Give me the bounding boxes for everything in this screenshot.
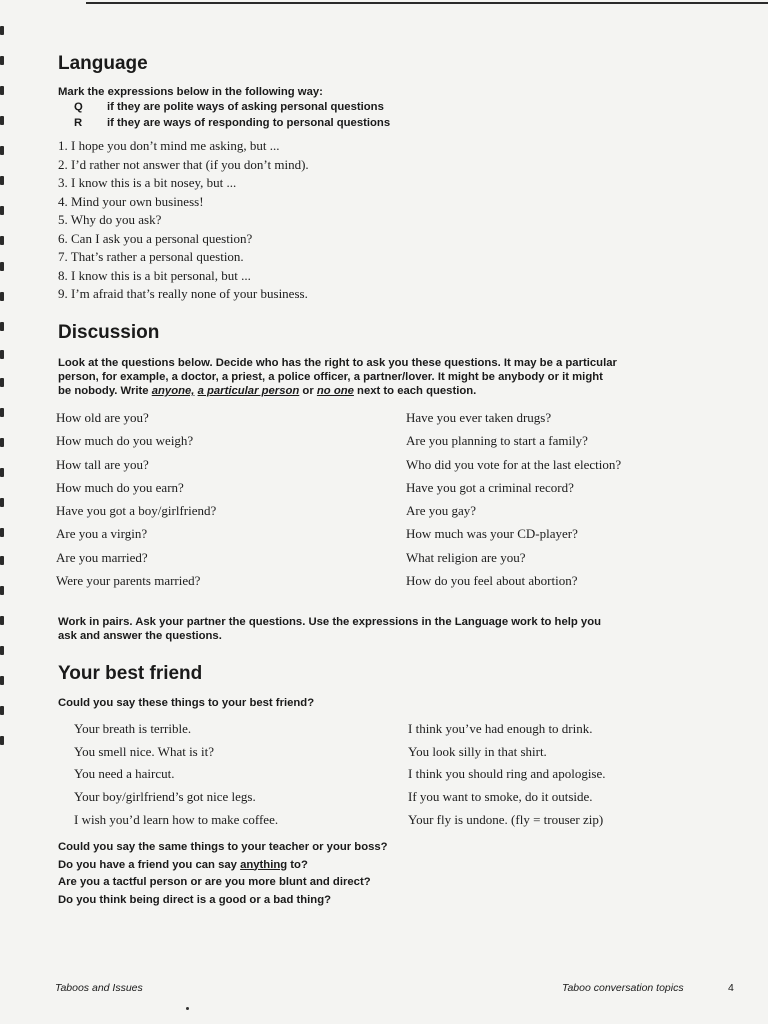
questions-right-column [406, 406, 621, 592]
language-expressions-list [58, 137, 309, 304]
question-item: Are you planning to start a family? [406, 433, 588, 449]
list-item: 1. I hope you don’t mind me asking, but ... [58, 138, 280, 153]
statements-right-column [408, 718, 606, 831]
key-r-code: R [74, 117, 83, 129]
follow-up-questions [58, 839, 388, 909]
list-item: 3. I know this is a bit nosey, but ... [58, 175, 237, 190]
list-item: 5. Why do you ask? [58, 212, 162, 227]
key-q-text: if they are polite ways of asking personal questions [107, 101, 384, 113]
discussion-instruction [58, 356, 617, 398]
best-friend-heading: Your best friend [58, 663, 203, 684]
question-item: How much was your CD-player? [406, 526, 578, 542]
follow-up-question: Do you have a friend you can say anything to? [58, 858, 308, 871]
question-item: Are you gay? [406, 503, 477, 519]
question-item: Are you a virgin? [56, 526, 148, 542]
discussion-heading: Discussion [58, 322, 160, 343]
pairwork-line: ask and answer the questions. [58, 630, 222, 642]
page-number: 4 [728, 982, 734, 994]
statement-item: You need a haircut. [74, 766, 175, 782]
option-particular-person: a particular person [197, 385, 300, 397]
statement-item: Your fly is undone. (fly = trouser zip) [408, 811, 604, 827]
question-item: How old are you? [56, 410, 149, 425]
key-q [74, 101, 384, 113]
statement-item: Your boy/girlfriend’s got nice legs. [74, 789, 256, 805]
statement-item: If you want to smoke, do it outside. [408, 789, 593, 805]
follow-up-question: Do you think being direct is a good or a bad thing? [58, 893, 332, 906]
discussion-instruction-line: Look at the questions below. Decide who has the right to ask you these questions. It may be a particular [58, 357, 617, 369]
statement-item: Your breath is terrible. [74, 721, 192, 736]
question-item: Have you got a boy/girlfriend? [56, 503, 217, 519]
pairwork-line: Work in pairs. Ask your partner the questions. Use the expressions in the Language work to help you [58, 616, 601, 628]
option-no-one: no one [316, 385, 354, 397]
question-item: How much do you weigh? [56, 433, 194, 449]
question-item: How do you feel about abortion? [406, 573, 578, 589]
best-friend-question: Could you say these things to your best friend? [58, 697, 315, 709]
footer-book-title: Taboos and Issues [55, 982, 143, 994]
questions-left-column [56, 406, 216, 592]
option-anyone: anyone, [151, 385, 195, 397]
list-item: 7. That’s rather a personal question. [58, 249, 244, 264]
print-speck [186, 1007, 189, 1010]
anything-emphasis: anything [240, 858, 288, 871]
question-item: Were your parents married? [56, 573, 201, 589]
list-item: 8. I know this is a bit personal, but ... [58, 267, 251, 283]
question-item: What religion are you? [406, 549, 526, 565]
statement-item: I think you’ve had enough to drink. [408, 721, 593, 736]
list-item: 6. Can I ask you a personal question? [58, 230, 253, 246]
statement-item: You look silly in that shirt. [408, 743, 547, 759]
question-item: Have you got a criminal record? [406, 479, 574, 495]
language-instruction: Mark the expressions below in the following way: [58, 86, 323, 98]
key-r-text: if they are ways of responding to personal questions [107, 117, 391, 129]
statement-item: You smell nice. What is it? [74, 743, 214, 759]
list-item: 9. I’m afraid that’s really none of your business. [58, 286, 308, 301]
follow-up-question: Could you say the same things to your teacher or your boss? [58, 841, 388, 853]
list-item: 2. I’d rather not answer that (if you don’t mind). [58, 156, 309, 172]
statement-item: I think you should ring and apologise. [408, 766, 606, 782]
key-q-code: Q [74, 101, 83, 113]
statement-item: I wish you’d learn how to make coffee. [74, 811, 279, 827]
statements-left-column [74, 718, 278, 831]
follow-up-question: Are you a tactful person or are you more blunt and direct? [58, 876, 371, 888]
question-item: Have you ever taken drugs? [406, 410, 552, 425]
question-item: How much do you earn? [56, 479, 184, 495]
language-heading: Language [58, 53, 148, 74]
pairwork-instruction [58, 615, 601, 643]
discussion-instruction-line: person, for example, a doctor, a priest, a police officer, a partner/lover. It might be anybody or it might [58, 371, 603, 383]
list-item: 4. Mind your own business! [58, 193, 204, 209]
question-item: Who did you vote for at the last election? [406, 456, 622, 472]
discussion-instruction-line: be nobody. Write anyone, a particular person or no one next to each question. [58, 385, 477, 397]
footer-section-title: Taboo conversation topics [562, 982, 684, 994]
top-rule [86, 2, 768, 4]
question-item: How tall are you? [56, 456, 149, 472]
question-item: Are you married? [56, 549, 148, 565]
key-r [74, 117, 390, 129]
